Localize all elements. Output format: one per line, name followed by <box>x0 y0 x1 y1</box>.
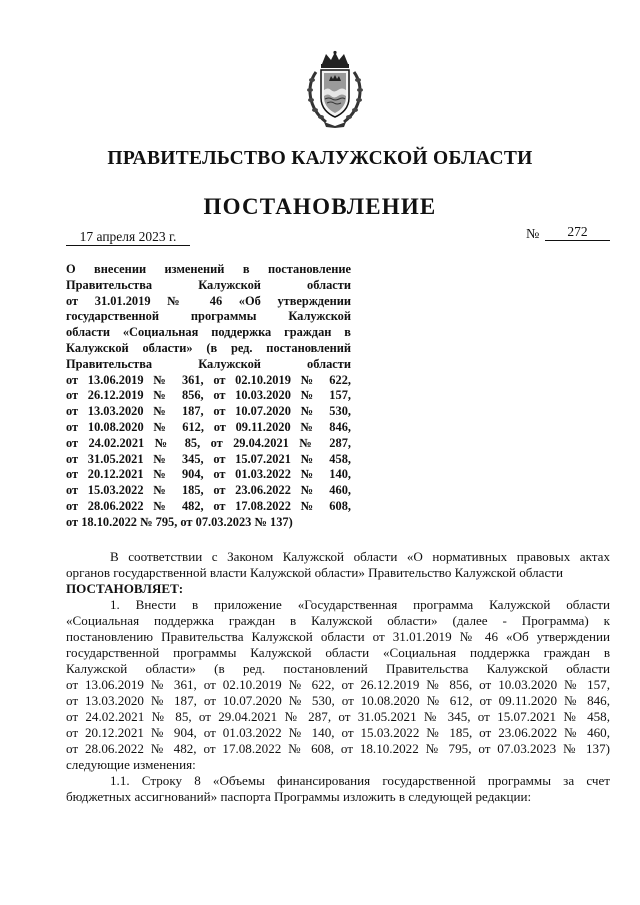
subject-line: от 26.12.2019 № 856, от 10.03.2020 № 157, <box>66 388 351 403</box>
subject-line: Правительства Калужской области <box>66 277 351 292</box>
subject-line: от 15.03.2022 № 185, от 23.06.2022 № 460, <box>66 483 351 498</box>
subject-line: Правительства Калужской области <box>66 356 351 371</box>
item-1-line: постановлению Правительства Калужской области от 31.01.2019 № 46 «Об утверждении <box>66 629 610 644</box>
subject-line: от 10.08.2020 № 612, от 09.11.2020 № 846, <box>66 419 351 434</box>
subject-line: от 13.03.2020 № 187, от 10.07.2020 № 530, <box>66 404 351 419</box>
preamble-line: В соответствии с Законом Калужской области «О нормативных правовых актах <box>110 549 610 564</box>
document-date: 17 апреля 2023 г. <box>66 229 190 246</box>
item-1-line: 1. Внести в приложение «Государственная программа Калужской области <box>110 597 610 612</box>
subject-line: Калужской области» (в ред. постановлений <box>66 340 351 355</box>
document-number: 272 <box>545 224 610 241</box>
subject-line: от 18.10.2022 № 795, от 07.03.2023 № 137) <box>66 514 293 529</box>
item-1-line: от 28.06.2022 № 482, от 17.08.2022 № 608, от 18.10.2022 № 795, от 07.03.2023 № 137) <box>66 741 610 756</box>
item-1-line: от 24.02.2021 № 85, от 29.04.2021 № 287, от 31.05.2021 № 345, от 15.07.2021 № 458, <box>66 709 610 724</box>
subject-line: от 13.06.2019 № 361, от 02.10.2019 № 622, <box>66 372 351 387</box>
subject-line: от 31.05.2021 № 345, от 15.07.2021 № 458, <box>66 451 351 466</box>
item-1-line: от 13.03.2020 № 187, от 10.07.2020 № 530, от 10.08.2020 № 612, от 09.11.2020 № 846, <box>66 693 610 708</box>
coat-of-arms-icon <box>304 50 366 128</box>
item-1-line: государственной программы Калужской области «Социальная поддержка граждан в <box>66 645 610 660</box>
resolves-heading: ПОСТАНОВЛЯЕТ: <box>66 581 184 596</box>
item-1-line: Калужской области» (в ред. постановлений Правительства Калужской области <box>66 661 610 676</box>
subject-line: от 20.12.2021 № 904, от 01.03.2022 № 140, <box>66 467 351 482</box>
document-body <box>66 549 610 805</box>
item-1-1-line: бюджетных ассигнований» паспорта Программы изложить в следующей редакции: <box>66 789 532 804</box>
document-subject <box>66 262 351 531</box>
item-1-line: от 13.06.2019 № 361, от 02.10.2019 № 622, от 26.12.2019 № 856, от 10.03.2020 № 157, <box>66 677 610 692</box>
subject-line: государственной программы Калужской <box>66 309 351 324</box>
item-1-line: от 20.12.2021 № 904, от 01.03.2022 № 140, от 15.03.2022 № 185, от 23.06.2022 № 460, <box>66 725 610 740</box>
document-number-label: № <box>526 227 540 242</box>
subject-line: от 31.01.2019 № 46 «Об утверждении <box>66 293 351 308</box>
government-title: ПРАВИТЕЛЬСТВО КАЛУЖСКОЙ ОБЛАСТИ <box>107 148 533 169</box>
item-1-1-line: 1.1. Строку 8 «Объемы финансирования государственной программы за счет <box>110 773 610 788</box>
preamble-line: органов государственной власти Калужской области» Правительство Калужской области <box>66 565 563 580</box>
item-1-line: «Социальная поддержка граждан в Калужской области» (далее - Программа) к <box>66 613 610 628</box>
subject-line: от 28.06.2022 № 482, от 17.08.2022 № 608, <box>66 498 351 513</box>
subject-line: от 24.02.2021 № 85, от 29.04.2021 № 287, <box>66 435 351 450</box>
document-type-title: ПОСТАНОВЛЕНИЕ <box>203 194 437 219</box>
item-1-line: следующие изменения: <box>66 757 196 772</box>
subject-line: О внесении изменений в постановление <box>66 262 351 276</box>
subject-line: области «Социальная поддержка граждан в <box>66 325 351 340</box>
